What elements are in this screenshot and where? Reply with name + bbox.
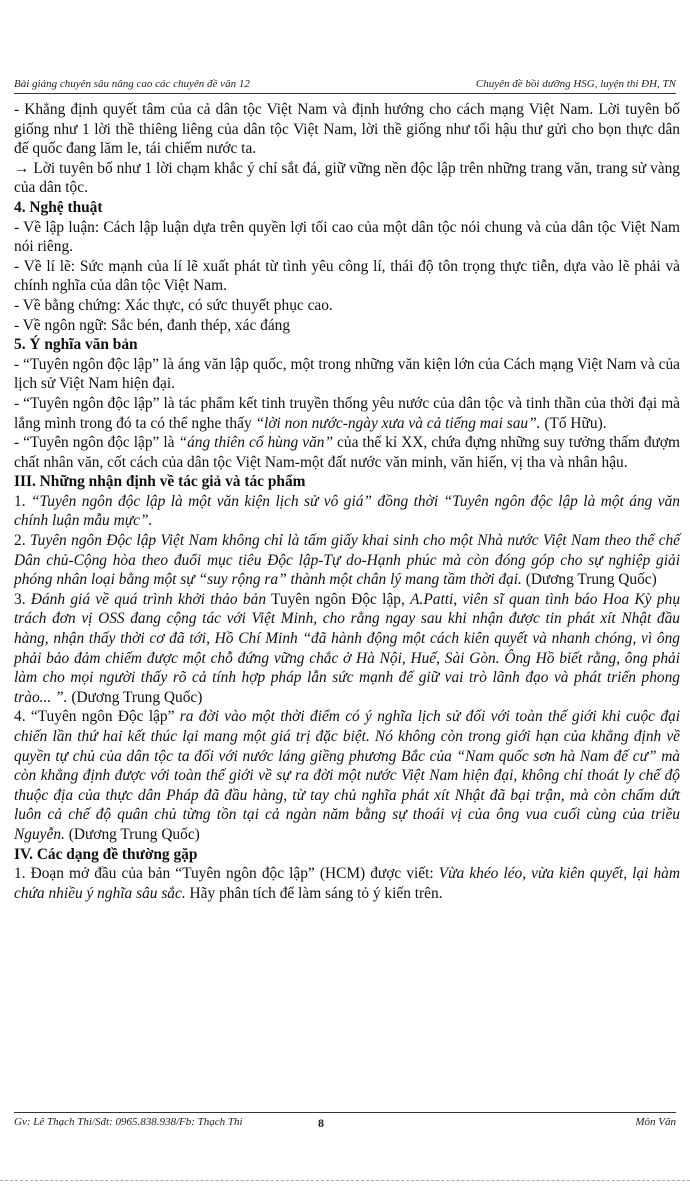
text-run: - “Tuyên ngôn độc lập” là tác phẩm kết tinh truyền thống yêu nước của dân tộc và tinh thần của thời đại mà lắng mình trong đó ta có thể nghe thấy — [14, 394, 680, 432]
text-run: 1. — [14, 492, 31, 510]
quote-run: “áng thiên cổ hùng văn” — [178, 434, 334, 452]
paragraph — [14, 433, 680, 472]
paragraph: - Về ngôn ngữ: Sắc bén, đanh thép, xác đáng — [14, 316, 291, 334]
paragraph: - Khẳng định quyết tâm của cả dân tộc Việt Nam và định hướng cho cách mạng Việt Nam. Lời tuyên bố giống như 1 lời thề thiêng liêng của dân tộc Việt Nam, lời thề giống như tối hậu thư gửi cho bọn thực dân đế quốc đang lăm le, tái chiếm nước ta. — [14, 101, 680, 158]
text-run: 2. — [14, 532, 30, 550]
quote-run: Đánh giá về quá trình khởi thảo bản — [30, 590, 267, 608]
page-body — [14, 100, 680, 903]
text-run: (Tố Hữu). — [540, 414, 607, 432]
page-number: 8 — [318, 1116, 324, 1130]
paragraph — [14, 590, 680, 708]
paragraph: - Về lí lẽ: Sức mạnh của lí lẽ xuất phát từ tình yêu công lí, thái độ tôn trọng thực tiễn, dựa vào lẽ phải và chính nghĩa của dân tộc Việt Nam. — [14, 257, 680, 295]
paragraph: - Về bằng chứng: Xác thực, có sức thuyết phục cao. — [14, 296, 333, 314]
footer-right: Môn Văn — [635, 1116, 676, 1128]
quote-run: “lời non nước-ngày xưa và cả tiếng mai sau”. — [255, 414, 541, 432]
section-heading: IV. Các dạng đề thường gặp — [14, 845, 198, 863]
text-run: 3. — [14, 590, 31, 608]
page-edge-divider — [0, 1180, 690, 1181]
paragraph — [14, 394, 680, 433]
text-run: của thế kỉ XX, chứa đựng những suy tưởng thấm đượm chất nhân văn, cốt cách của dân tộc Việt Nam-một đất nước văn minh, văn hiến, vị tha và nhân hậu. — [14, 434, 680, 471]
paragraph: - “Tuyên ngôn độc lập” là áng văn lập quốc, một trong những văn kiện lớn của Cách mạng Việt Nam và của lịch sử Việt Nam hiện đại. — [14, 355, 680, 393]
text-run: (Dương Trung Quốc) — [521, 571, 657, 589]
header-left: Bài giảng chuyên sâu nâng cao các chuyên đề văn 12 — [14, 78, 250, 90]
paragraph — [14, 492, 680, 531]
text-run: (Dương Trung Quốc) — [64, 825, 200, 843]
page-header — [14, 78, 676, 94]
paragraph — [14, 707, 680, 844]
paragraph: - Về lập luận: Cách lập luận dựa trên quyền lợi tối cao của một dân tộc nói chung và của dân tộc Việt Nam nói riêng. — [14, 218, 680, 256]
text-run: 1. Đoạn mở đầu của bản “Tuyên ngôn độc lập” (HCM) được viết: — [14, 865, 439, 883]
header-right: Chuyên đề bồi dưỡng HSG, luyện thi ĐH, TN — [475, 78, 676, 90]
quote-run: Tuyên ngôn Độc lập Việt Nam không chỉ là tấm giấy khai sinh cho một Nhà nước Việt Nam theo thể chế Dân chủ-Cộng hòa theo đuổi mục tiêu Độc lập-Tự do-Hạnh phúc mà còn đóng góp cho sự nghiệp giải phóng nhân loại bằng một sự “suy rộng ra” thành một chân lý mang tầm thời đại. — [14, 532, 681, 589]
paragraph — [14, 864, 680, 903]
section-heading: 4. Nghệ thuật — [14, 198, 103, 216]
quote-run: ra đời vào một thời điểm có ý nghĩa lịch sử đối với toàn thế giới khi cuộc đại chiến lần thứ hai kết thúc lại mang một giá trị đặc biệt. Nó không còn trong giới hạn của khẳng định về quyền tự chủ của dân tộc ta đối với nước láng giềng phương Bắc của “Nam quốc sơn hà Nam đế cư” mà còn khẳng định được với toàn thế giới về sự ra đời một nước Việt Nam hiện đại, không chỉ thoát ly chế độ thuộc địa của thực dân Pháp đã đầu hàng, từ tay chủ nghĩa phát xít Nhật đã bại trận, mà còn chấm dứt luôn cả chế độ quân chủ từng tồn tại cả ngàn năm bằng sự thoái vị của ông vua cuối cùng của triều Nguyễn. — [14, 708, 680, 843]
section-heading: III. Những nhận định về tác giả và tác phẩm — [14, 473, 306, 491]
text-run: Tuyên ngôn Độc lập, — [266, 590, 411, 608]
quote-run: A.Patti, viên sĩ quan tình báo Hoa Kỳ phụ trách đơn vị OSS đang cộng tác với Việt Minh, cho rằng ngay sau khi nhận được tin phát xít Nhật đầu hàng, nhận thấy thời cơ đã tới, Hồ Chí Minh “đã hành động một cách kiên quyết và nhanh chóng, vì ông phải bảo đảm chiếm được một chỗ đứng vững chắc ở Hà Nội, Huế, Sài Gòn. Ông Hồ biết rằng, ông phải làm cho mọi người thấy rõ cả tính hợp pháp lẫn sức mạnh để giữ vai trò lãnh đạo và phát triển phong trào... ”. — [14, 590, 681, 706]
paragraph — [14, 531, 680, 590]
paragraph: → Lời tuyên bố như 1 lời chạm khắc ý chí sắt đá, giữ vững nền độc lập trên những trang văn, trang sử vàng của dân tộc. — [14, 159, 680, 197]
page-footer — [14, 1112, 676, 1128]
section-heading: 5. Ý nghĩa văn bản — [14, 336, 138, 354]
quote-run: “Tuyên ngôn độc lập là một văn kiện lịch sử vô giá” đồng thời “Tuyên ngôn độc lập là một áng văn chính luận mẫu mực”. — [14, 492, 681, 530]
text-run: (Dương Trung Quốc) — [67, 688, 203, 706]
text-run: Hãy phân tích để làm sáng tỏ ý kiến trên. — [185, 884, 443, 902]
text-run: - “Tuyên ngôn độc lập” là — [14, 434, 179, 452]
quote-run: Vừa khéo léo, vừa kiên quyết, lại hàm chứa nhiều ý nghĩa sâu sắc. — [14, 865, 680, 902]
text-run: 4. “Tuyên ngôn Độc lập” — [14, 708, 175, 726]
footer-left: Gv: Lê Thạch Thi/Sđt: 0965.838.938/Fb: Thạch Thi — [14, 1116, 243, 1128]
